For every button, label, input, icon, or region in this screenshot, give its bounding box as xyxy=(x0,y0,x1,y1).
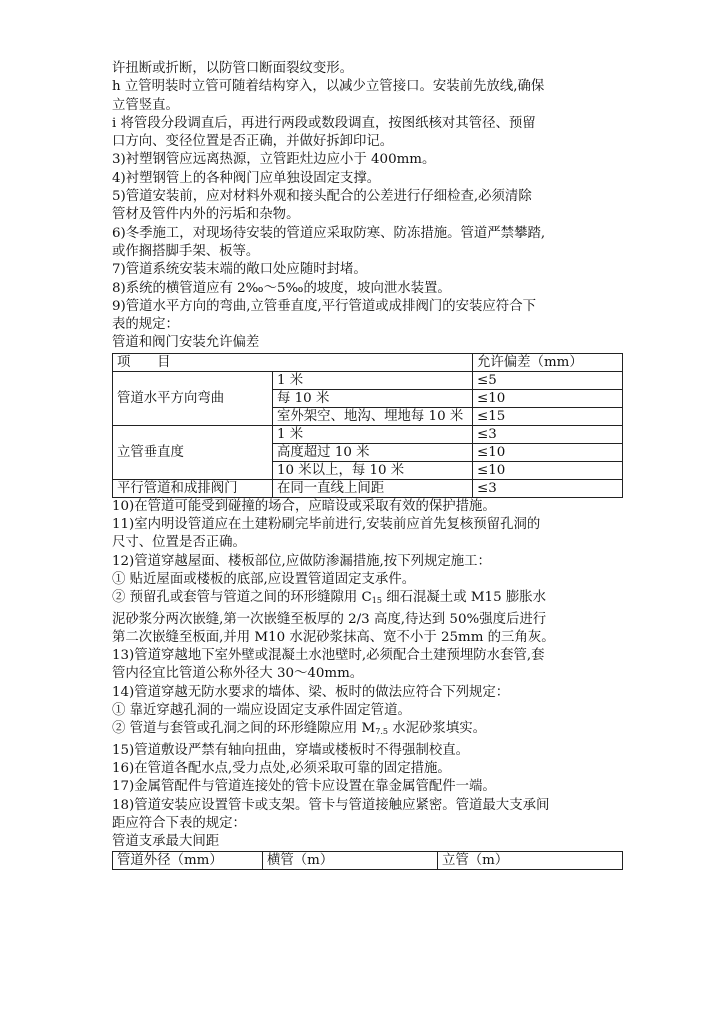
table2-caption: 管道支承最大间距 xyxy=(112,834,220,850)
text-line: 13)管道穿越地下室外壁或混凝土水池壁时,必须配合土建预埋防水套管,套 xyxy=(112,648,545,664)
text-line: 12)管道穿越屋面、楼板部位,应做防渗漏措施,按下列规定施工： xyxy=(112,553,491,569)
deviation-cell: ≤10 xyxy=(473,461,623,479)
deviation-cell: ≤3 xyxy=(473,479,623,497)
text-line: i 将管段分段调直后，再进行两段或数段调直，按图纸核对其管径、预留 xyxy=(112,115,536,131)
text-line: 7)管道系统安装末端的敞口处应随时封堵。 xyxy=(112,262,367,278)
header-item: 项 目 xyxy=(113,353,473,371)
condition-cell: 室外架空、地沟、埋地每 10 米 xyxy=(273,407,473,425)
table1-caption: 管道和阀门安装允许偏差 xyxy=(112,335,260,351)
subscript: 15 xyxy=(371,596,382,606)
deviation-cell: ≤3 xyxy=(473,425,623,443)
table-row xyxy=(113,479,623,497)
table-row xyxy=(113,371,623,389)
intro-paragraphs xyxy=(112,60,622,334)
condition-cell: 在同一直线上间距 xyxy=(273,479,473,497)
header-horizontal: 横管（m） xyxy=(263,852,438,870)
text-line: ① 靠近穿越孔洞的一端应设固定支承件固定管道。 xyxy=(112,703,411,719)
text-line: 管内径宜比管道公称外径大 30～40mm。 xyxy=(112,666,364,682)
text-line: 6)冬季施工，对现场待安装的管道应采取防寒、防冻措施。管道严禁攀踏, xyxy=(112,225,546,241)
condition-cell: 1 米 xyxy=(273,371,473,389)
header-outer-diameter: 管道外径（mm） xyxy=(113,852,263,870)
text-line: 第二次嵌缝至板面,并用 M10 水泥砂浆抹高、宽不小于 25mm 的三角灰。 xyxy=(112,629,555,645)
text-fragment: 水泥砂浆填实。 xyxy=(388,721,486,737)
text-line: 17)金属管配件与管道连接处的管卡应设置在靠金属管配件一端。 xyxy=(112,779,496,795)
text-line: 11)室内明设管道应在土建粉刷完毕前进行,安装前应首先复核预留孔洞的 xyxy=(112,517,541,533)
text-line: h 立管明装时立管可随着结构穿入，以减少立管接口。安装前先放线,确保 xyxy=(112,79,545,95)
deviation-cell: ≤10 xyxy=(473,389,623,407)
header-vertical: 立管（m） xyxy=(438,852,623,870)
deviation-cell: ≤15 xyxy=(473,407,623,425)
text-line: 管材及管件内外的污垢和杂物。 xyxy=(112,207,300,223)
text-line: 14)管道穿越无防水要求的墙体、梁、板时的做法应符合下列规定： xyxy=(112,684,510,700)
text-line: 8)系统的横管道应有 2‰～5‰的坡度，坡向泄水装置。 xyxy=(112,280,451,296)
table-row xyxy=(113,425,623,443)
group-label: 平行管道和成排阀门 xyxy=(113,479,273,497)
group-label: 立管垂直度 xyxy=(113,425,273,479)
text-fragment: ② 预留孔或套管与管道之间的环形缝隙用 C xyxy=(112,590,372,606)
text-line: 泥砂浆分两次嵌缝,第一次嵌缝至板厚的 2/3 高度,待达到 50%强度后进行 xyxy=(112,611,547,627)
document-page xyxy=(112,60,622,870)
text-line: 或作搁搭脚手架、板等。 xyxy=(112,243,260,259)
condition-cell: 1 米 xyxy=(273,425,473,443)
deviation-cell: ≤5 xyxy=(473,371,623,389)
tolerance-table xyxy=(112,353,623,498)
text-line: 3)衬塑钢管应远离热源，立管距灶边应小于 400mm。 xyxy=(112,152,436,168)
text-line: 9)管道水平方向的弯曲,立管垂直度,平行管道或成排阀门的安装应符合下 xyxy=(112,298,536,314)
subscript: 7.5 xyxy=(375,727,388,737)
text-line: 5)管道安装前，应对材料外观和接头配合的公差进行仔细检查,必须清除 xyxy=(112,189,532,205)
text-line: 15)管道敷设严禁有轴向扭曲，穿墙或楼板时不得强制校直。 xyxy=(112,742,470,758)
text-line: ① 贴近屋面或楼板的底部,应设置管道固定支承件。 xyxy=(112,571,416,587)
text-line: 18)管道安装应设置管卡或支架。管卡与管道接触应紧密。管道最大支承间 xyxy=(112,797,550,813)
text-line: 10)在管道可能受到碰撞的场合，应暗设或采取有效的保护措施。 xyxy=(112,498,496,514)
text-line-c15 xyxy=(112,589,622,610)
text-fragment: ② 管道与套管或孔洞之间的环形缝隙应用 M xyxy=(112,721,376,737)
group-label: 管道水平方向弯曲 xyxy=(113,371,273,425)
text-line: 立管竖直。 xyxy=(112,97,179,113)
deviation-cell: ≤10 xyxy=(473,443,623,461)
condition-cell: 10 米以上，每 10 米 xyxy=(273,461,473,479)
condition-cell: 高度超过 10 米 xyxy=(273,443,473,461)
text-line: 16)在管道各配水点,受力点处,必须采取可靠的固定措施。 xyxy=(112,760,451,776)
header-deviation: 允许偏差（mm） xyxy=(473,353,623,371)
text-fragment: 细石混凝土或 M15 膨胀水 xyxy=(381,590,547,606)
support-spacing-table xyxy=(112,851,623,870)
middle-paragraphs xyxy=(112,498,622,833)
text-line: 表的规定： xyxy=(112,317,179,333)
text-line: 距应符合下表的规定： xyxy=(112,815,246,831)
condition-cell: 每 10 米 xyxy=(273,389,473,407)
table-header-row xyxy=(113,353,623,371)
text-line: 许扭断或折断，以防管口断面裂纹变形。 xyxy=(112,61,354,76)
text-line: 4)衬塑钢管上的各种阀门应单独设固定支撑。 xyxy=(112,170,381,186)
text-line: 口方向、变径位置是否正确，并做好拆卸印记。 xyxy=(112,134,394,150)
text-line-m75 xyxy=(112,720,622,741)
table-header-row xyxy=(113,852,623,870)
text-line: 尺寸、位置是否正确。 xyxy=(112,535,246,551)
